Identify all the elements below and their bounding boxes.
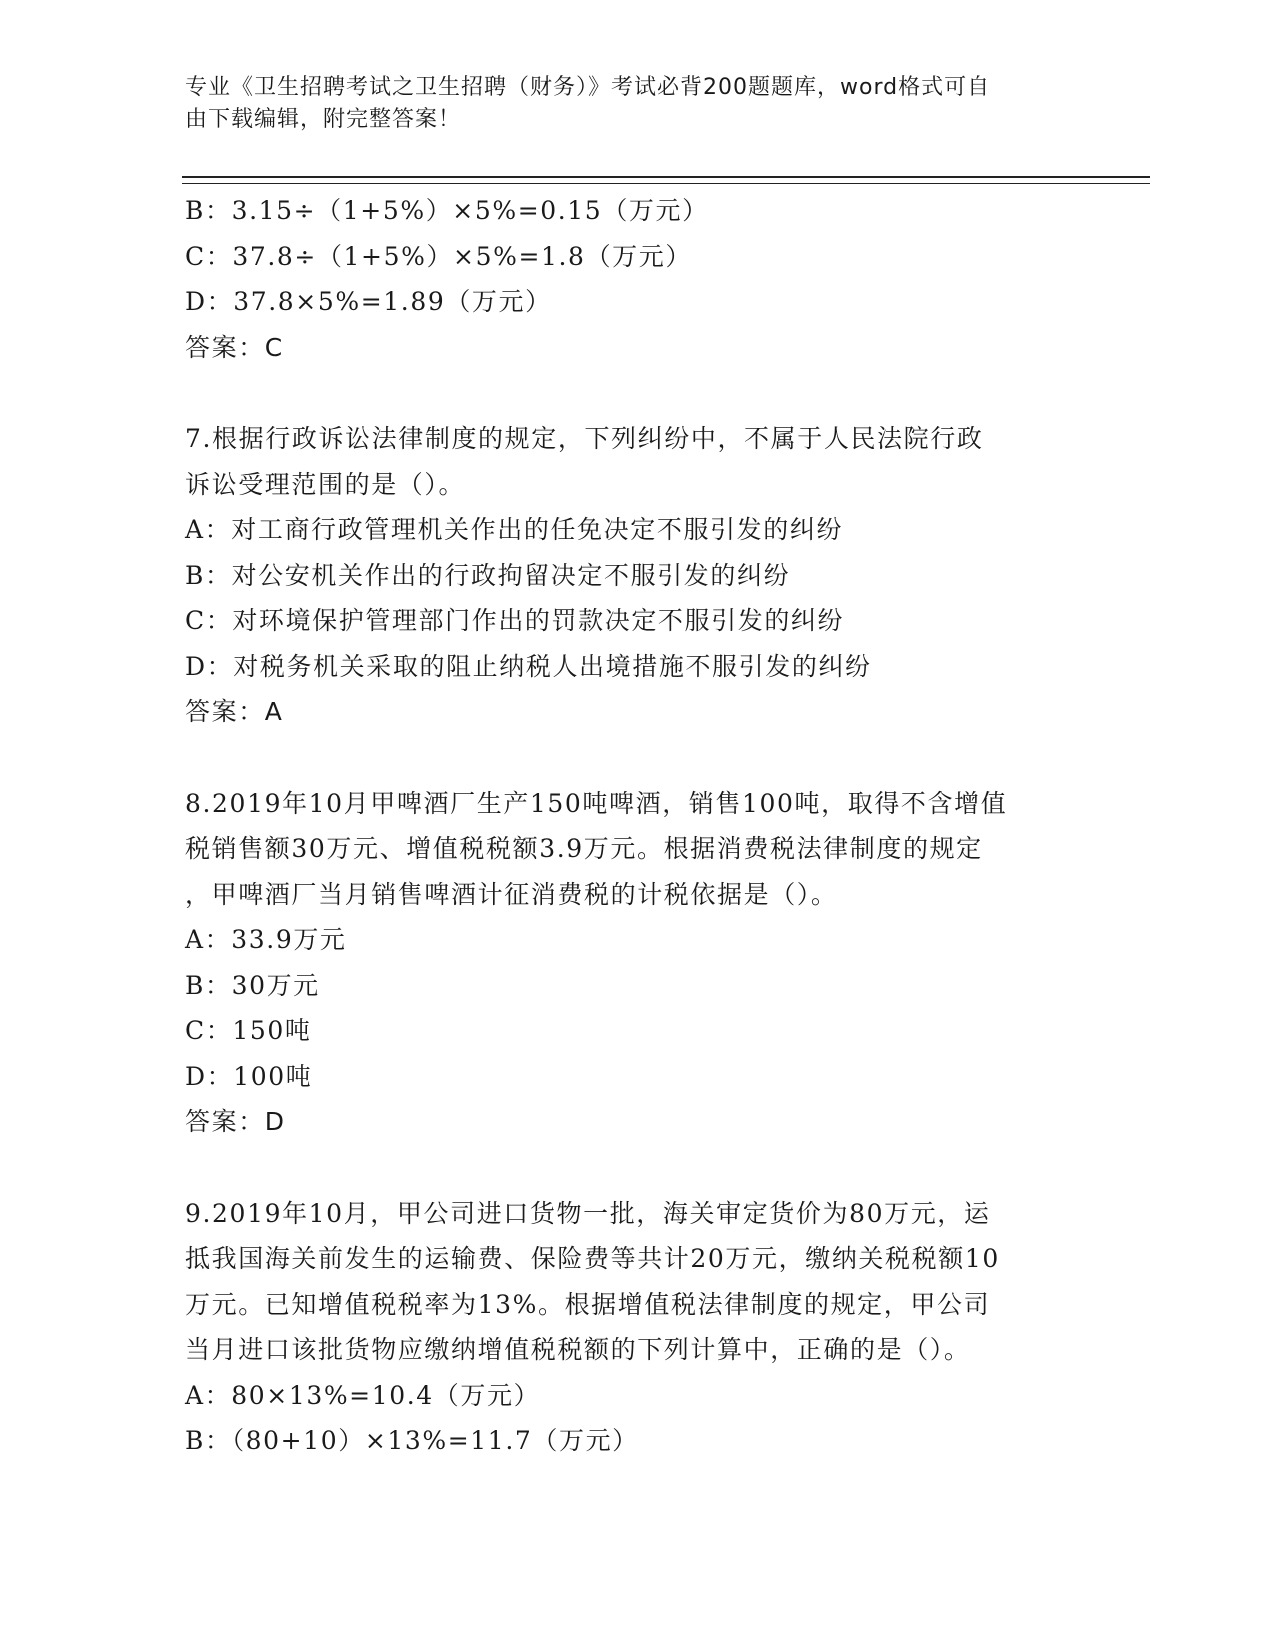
- stem-line: 万元。已知增值税税率为13%。根据增值税法律制度的规定，甲公司: [185, 1289, 991, 1319]
- option-a: A：对工商行政管理机关作出的任免决定不服引发的纠纷: [185, 515, 844, 544]
- answer-label: 答案：D: [185, 1107, 286, 1136]
- option-b: B：对公安机关作出的行政拘留决定不服引发的纠纷: [185, 560, 791, 590]
- question-7: [185, 416, 1085, 735]
- option-a: A：80×13%=10.4（万元）: [185, 1380, 541, 1410]
- stem-line: 抵我国海关前发生的运输费、保险费等共计20万元，缴纳关税税额10: [185, 1244, 1000, 1273]
- question-9: [185, 1191, 1085, 1464]
- option-d: D：37.8×5%=1.89（万元）: [185, 287, 552, 316]
- header-divider: [182, 176, 1150, 184]
- stem-line: 7.根据行政诉讼法律制度的规定，下列纠纷中，不属于人民法院行政: [185, 424, 984, 453]
- answer-label: 答案：C: [185, 332, 284, 362]
- question-6-continued: [185, 188, 1085, 370]
- option-b: B：（80+10）×13%=11.7（万元）: [185, 1426, 639, 1455]
- document-body: [185, 188, 1085, 1464]
- stem-line: 9.2019年10月，甲公司进口货物一批，海关审定货价为80万元，运: [185, 1198, 991, 1228]
- stem-line: 当月进口该批货物应缴纳增值税税额的下列计算中，正确的是（）。: [185, 1335, 971, 1364]
- question-stem: [185, 781, 1085, 918]
- question-stem: [185, 1191, 1085, 1373]
- answer-label: 答案：A: [185, 697, 284, 726]
- option-a: A：33.9万元: [185, 925, 347, 954]
- question-stem: [185, 416, 1085, 507]
- option-b: B：30万元: [185, 970, 320, 1000]
- option-b: B：3.15÷（1+5%）×5%=0.15（万元）: [185, 196, 709, 225]
- option-c: C：对环境保护管理部门作出的罚款决定不服引发的纠纷: [185, 606, 845, 635]
- option-c: C：37.8÷（1+5%）×5%=1.8（万元）: [185, 241, 692, 271]
- stem-line: ，甲啤酒厂当月销售啤酒计征消费税的计税依据是（）。: [185, 879, 838, 909]
- page-header: [185, 72, 1065, 136]
- stem-line: 8.2019年10月甲啤酒厂生产150吨啤酒，销售100吨，取得不含增值: [185, 788, 1008, 818]
- option-d: D：对税务机关采取的阻止纳税人出境措施不服引发的纠纷: [185, 651, 872, 681]
- option-c: C：150吨: [185, 1016, 312, 1045]
- header-line-2: 由下载编辑，附完整答案！: [185, 107, 462, 132]
- stem-line: 税销售额30万元、增值税税额3.9万元。根据消费税法律制度的规定: [185, 834, 983, 863]
- question-8: [185, 781, 1085, 1145]
- header-line-1: 专业《卫生招聘考试之卫生招聘（财务）》考试必背200题题库，word格式可自: [185, 75, 991, 100]
- stem-line: 诉讼受理范围的是（）。: [185, 469, 466, 499]
- option-d: D：100吨: [185, 1061, 313, 1091]
